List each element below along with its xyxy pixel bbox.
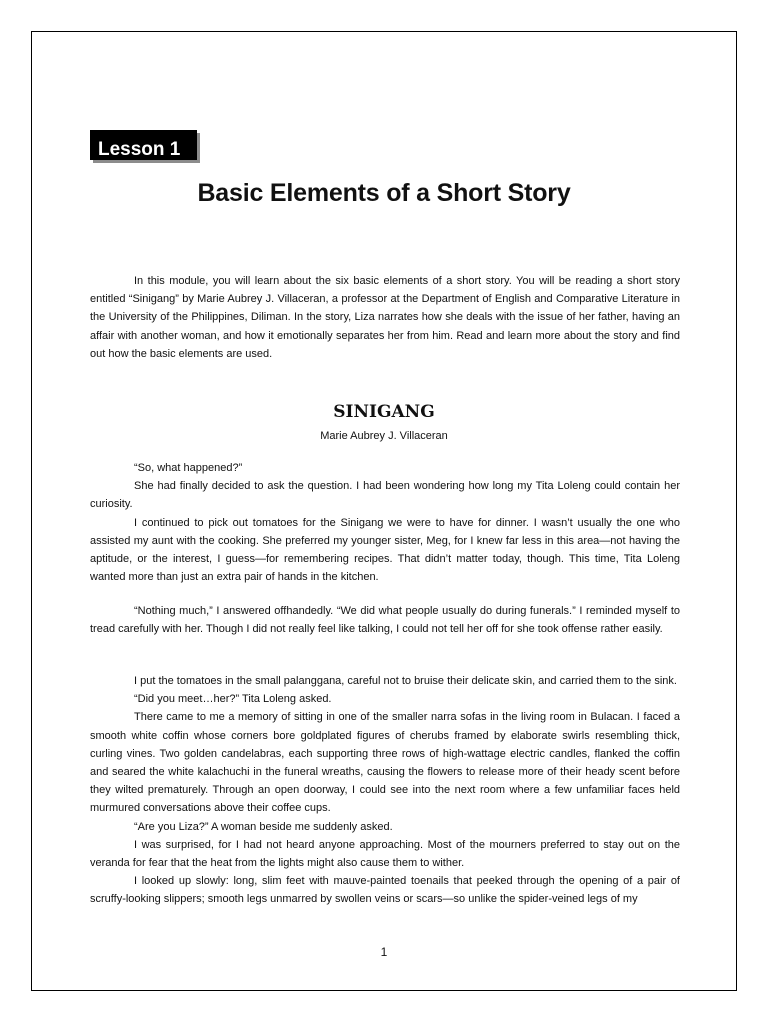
story-paragraph: “So, what happened?” [134,462,243,474]
story-paragraph: I was surprised, for I had not heard anyone approaching. Most of the mourners preferred to stay out on the veranda for fear that the heat from the lights might also cause them to wither. [90,838,680,870]
story-paragraph: “Did you meet…her?” Tita Loleng asked. [134,693,332,706]
story-paragraph: I put the tomatoes in the small palanggana, careful not to bruise their delicate skin, and carried them to the sink. [134,675,677,687]
story-paragraph: I looked up slowly: long, slim feet with mauve-painted toenails that peeked through the opening of a pair of scruffy-looking slippers; smooth legs unmarred by swollen veins or scars—so unlike the spider-veined legs of my [90,875,680,906]
intro-paragraph: In this module, you will learn about the six basic elements of a short story. You will be reading a short story entitled “Sinigang” by Marie Aubrey J. Villaceran, a professor at the Department of English and Comparative Literature in the University of the Philippines, Diliman. In the story, Liza narrates how she deals with the issue of her father, having an affair with another woman, and how it emotionally separates her from him. Read and learn more about the story and find out how the basic elements are used. [90,275,680,360]
story-author: Marie Aubrey J. Villaceran [320,430,448,442]
intro-paragraph-block [90,272,680,363]
story-section-b [90,602,680,638]
page-number: 1 [380,945,388,959]
story-paragraph: “Nothing much,” I answered offhandedly. “We did what people usually do during funerals.” I reminded myself to tread carefully with her. Though I did not really feel like talking, I could not tell her off for she took offense rather easily. [90,605,680,636]
story-paragraph: There came to me a memory of sitting in one of the smaller narra sofas in the living room in Bulacan. I faced a smooth white coffin whose corners bore goldplated figures of cherubs framed by elaborate swirls resembling thick, curling vines. Two golden candelabras, each supporting three rows of high-wattage electric candles, flanked the coffin and seared the white kalachuchi in the funeral wreaths, causing the flowers to release more of their heady scent before they wilted prematurely. Through an open doorway, I could see into the next room where a few unfamiliar faces held murmured conversations above their coffee cups. [90,711,680,815]
story-paragraph: “Are you Liza?” A woman beside me suddenly asked. [134,820,393,833]
story-section-a [90,459,680,586]
page-title: Basic Elements of a Short Story [197,179,571,207]
story-section-c [90,672,680,909]
story-paragraph: She had finally decided to ask the question. I had been wondering how long my Tita Loleng could contain her curiosity. [90,480,680,511]
story-title: SINIGANG [333,402,435,422]
lesson-label: Lesson 1 [90,130,197,160]
story-paragraph: I continued to pick out tomatoes for the Sinigang we were to have for dinner. I wasn’t usually the one who assisted my aunt with the cooking. She preferred my younger sister, Meg, for I knew far less in this area—not having the aptitude, or the interest, I guess—for remembering recipes. That didn’t matter today, though. This time, Tita Loleng wanted more than just an extra pair of hands in the kitchen. [90,516,680,584]
